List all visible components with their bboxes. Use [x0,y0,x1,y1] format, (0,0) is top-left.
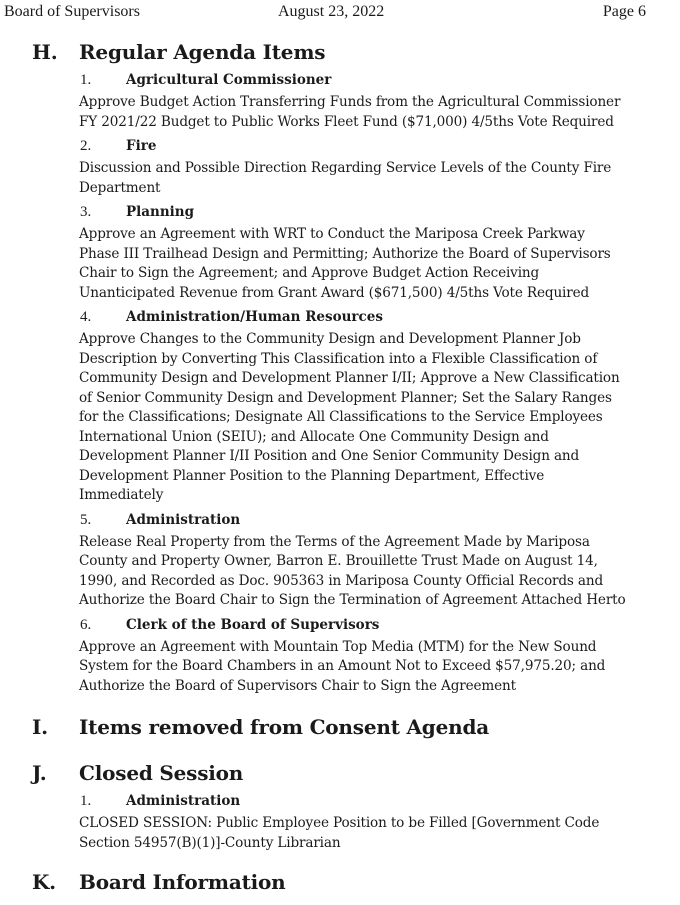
item-department: Administration [126,793,241,809]
description-line: Approve Changes to the Community Design and Development Planner Job [79,331,581,347]
header-board-name: Board of Supervisors [4,3,140,20]
description-line: Discussion and Possible Direction Regarding Service Levels of the County Fire [79,160,612,176]
description-line: Chair to Sign the Agreement; and Approve Budget Action Receiving [79,265,540,281]
section-heading [0,870,680,900]
header-page-number: Page 6 [602,3,646,20]
section-heading [0,715,680,745]
item-number: 4. [80,309,92,325]
description-line: CLOSED SESSION: Public Employee Position to be Filled [Government Code [79,815,600,831]
section-letter: K. [32,870,56,894]
description-line: Description by Converting This Classification into a Flexible Classification of [79,350,598,367]
description-line: Phase III Trailhead Design and Permitting; Authorize the Board of Supervisors [79,245,611,262]
item-number: 3. [80,204,92,220]
section-h [0,40,680,700]
section-letter: H. [32,40,58,64]
description-line: FY 2021/22 Budget to Public Works Fleet Fund ($71,000) 4/5ths Vote Required [79,113,614,130]
item-department: Clerk of the Board of Supervisors [126,616,380,633]
agenda-item [79,70,654,132]
section-k [0,870,680,900]
section-j [0,761,680,857]
item-department: Planning [126,204,195,220]
description-line: Authorize the Board of Supervisors Chair to Sign the Agreement [79,677,516,694]
description-line: Authorize the Board Chair to Sign the Termination of Agreement Attached Herto [79,592,626,608]
description-line: Department [79,179,161,196]
item-number: 1. [80,72,92,88]
section-heading [0,761,680,791]
item-number: 5. [80,511,92,528]
description-line: Development Planner I/II Position and One Senior Community Design and [79,448,580,464]
item-description [79,93,654,132]
item-description [79,814,654,853]
description-line: Immediately [79,487,164,503]
agenda-item [79,510,654,611]
header-date: August 23, 2022 [278,3,385,20]
item-description [79,225,654,303]
item-number: 2. [80,138,92,154]
description-line: International Union (SEIU); and Allocate One Community Design and [79,428,549,445]
agenda-item [79,791,654,853]
description-line: Unanticipated Revenue from Grant Award ($671,500) 4/5ths Vote Required [79,284,590,301]
description-line: Release Real Property from the Terms of the Agreement Made by Mariposa [79,533,590,550]
description-line: Approve an Agreement with Mountain Top Media (MTM) for the New Sound [79,638,597,655]
section-title: Items removed from Consent Agenda [79,715,490,739]
description-line: of Senior Community Design and Development Planner; Set the Salary Ranges [79,389,612,406]
section-heading [0,40,680,70]
item-description [79,638,654,697]
item-department: Administration [126,511,241,528]
agenda-item [79,136,654,198]
description-line: Community Design and Development Planner I/II; Approve a New Classification [79,370,620,386]
section-letter: J. [32,761,47,785]
description-line: Approve Budget Action Transferring Funds from the Agricultural Commissioner [79,94,621,110]
item-description [79,159,654,198]
section-title: Regular Agenda Items [79,40,326,64]
section-title: Board Information [79,870,286,894]
item-department: Administration/Human Resources [126,309,383,325]
item-description [79,533,654,611]
agenda-item [79,202,654,303]
description-line: System for the Board Chambers in an Amount Not to Exceed $57,975.20; and [79,658,606,674]
description-line: Development Planner Position to the Planning Department, Effective [79,467,545,484]
item-number: 1. [80,793,92,809]
section-title: Closed Session [79,761,244,785]
item-department: Fire [126,138,157,154]
description-line: for the Classifications; Designate All Classifications to the Service Employees [79,409,603,425]
item-department: Agricultural Commissioner [126,72,332,88]
section-letter: I. [32,715,48,739]
description-line: County and Property Owner, Barron E. Brouillette Trust Made on August 14, [79,553,598,569]
item-description [79,330,654,506]
description-line: Approve an Agreement with WRT to Conduct the Mariposa Creek Parkway [79,226,585,242]
agenda-item [79,615,654,697]
agenda-item [79,307,654,506]
description-line: Section 54957(B)(1)]-County Librarian [79,834,341,851]
description-line: 1990, and Recorded as Doc. 905363 in Mariposa County Official Records and [79,572,604,589]
item-number: 6. [80,616,92,633]
section-i [0,715,680,745]
page-header [0,3,680,23]
